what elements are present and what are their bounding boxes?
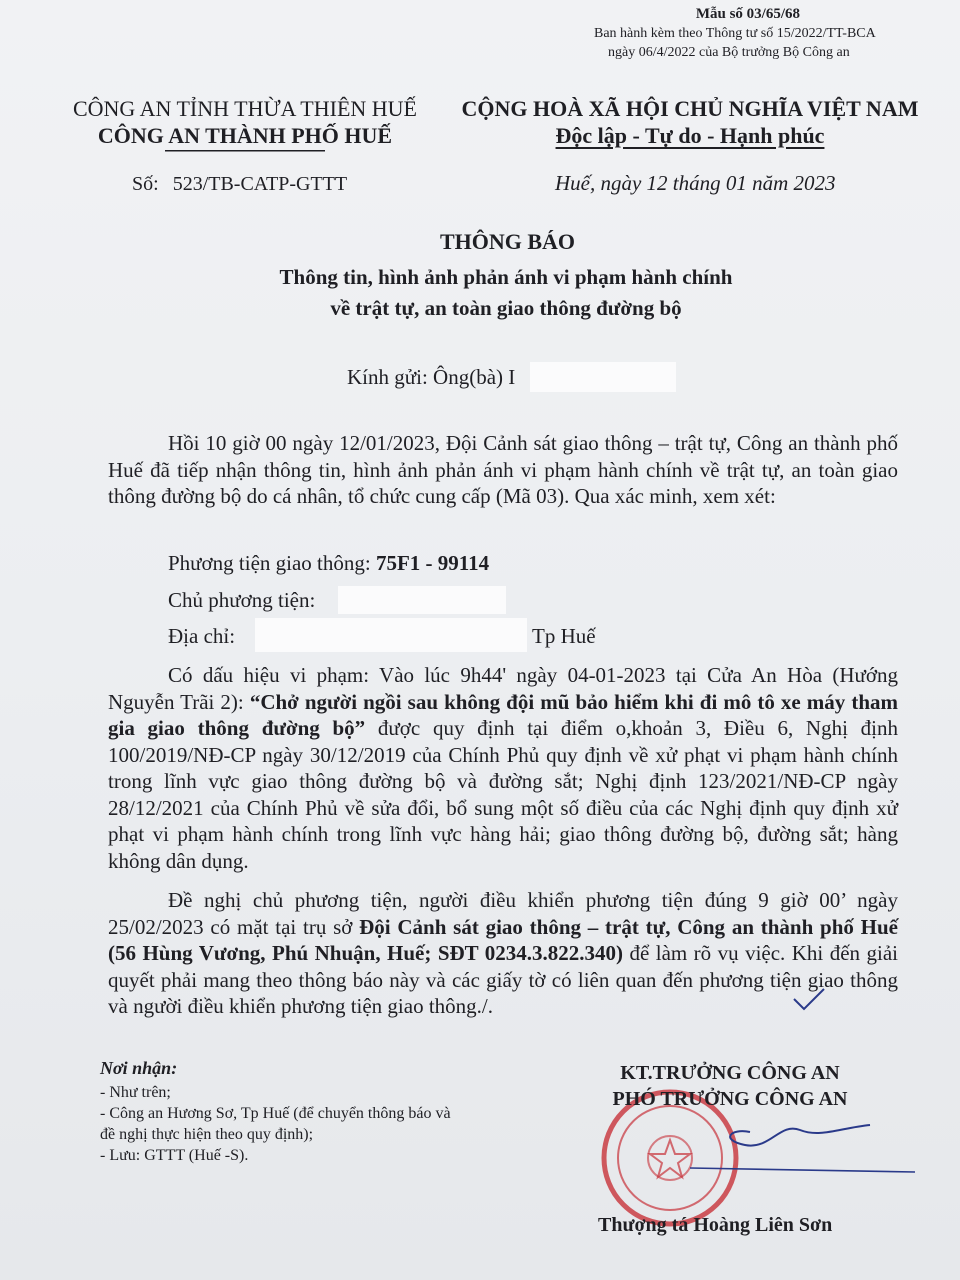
violation-description: “Chở người ngồi sau không đội mũ bảo hiểm khi đi mô tô xe máy tham gia giao thông đường bộ” [108,689,898,740]
document-title: THÔNG BÁO [439,229,576,254]
signature-line-1: KT.TRƯỞNG CÔNG AN [620,1062,840,1084]
signature-line-2: PHÓ TRƯỞNG CÔNG AN [612,1088,848,1110]
form-note-line-2: ngày 06/4/2022 của Bộ trưởng Bộ Công an [608,45,850,60]
nation-motto: Độc lập - Tự do - Hạnh phúc [555,123,825,148]
recipients-list [100,1058,460,1166]
issuing-agency [60,95,430,153]
recipient-item-2: - Công an Hương Sơ, Tp Huế (để chuyển thông báo và đề nghị thực hiện theo quy định); [100,1105,451,1143]
violation-intro: Có dấu hiệu vi phạm: Vào lúc 9h44' ngày 04-01-2023 tại Cửa An Hòa (Hướng Nguyễn Trãi 2): [108,663,898,714]
signer-name: Thượng tá Hoàng Liên Sơn [598,1214,833,1236]
redaction-address [255,618,527,652]
address-label: Địa chỉ: [168,624,236,648]
address-line [168,624,235,649]
request-location: Đội Cảnh sát giao thông – trật tự, Công an thành phố Huế (56 Hùng Vương, Phú Nhuận, Huế; SĐT 0234.3.822.340) [108,914,898,965]
doc-no-label: Số: [132,173,159,195]
owner-label: Chủ phương tiện: [168,588,316,612]
owner-line [168,588,315,613]
form-note [594,24,924,62]
document-subtitle [0,262,960,324]
check-mark-icon [790,985,830,1015]
notice-body [108,430,898,510]
vehicle-line [168,551,489,576]
doc-no-value: 523/TB-CATP-GTTT [172,173,348,195]
vehicle-plate: 75F1 - 99114 [375,551,490,575]
vehicle-label: Phương tiện giao thông: [168,551,371,575]
violation-section [108,662,898,874]
request-intro: Đề nghị chủ phương tiện, người điều khiển phương tiện đúng 9 giờ 00’ ngày 25/02/2023 có mặt tại trụ sở [108,888,898,939]
handwritten-signature [690,1110,920,1180]
redaction-owner [338,586,506,614]
request-paragraph [108,887,898,1020]
form-note-line-1: Ban hành kèm theo Thông tư số 15/2022/TT-BCA [594,26,876,41]
national-header [455,95,925,149]
subtitle-line-2: về trật tự, an toàn giao thông đường bộ [330,296,682,320]
body-paragraph-1: Hồi 10 giờ 00 ngày 12/01/2023, Đội Cảnh sát giao thông – trật tự, Công an thành phố Huế đã tiếp nhận thông tin, hình ảnh phản ánh vi phạm hành chính về trật tự, an toàn giao thông đường bộ do cá nhân, tổ chức cung cấp (Mã 03). Qua xác minh, xem xét: [108,431,898,508]
recipient-item-3: - Lưu: GTTT (Huế -S). [100,1147,249,1164]
agency-parent: CÔNG AN TỈNH THỪA THIÊN HUẾ [72,96,417,121]
signature-block [560,1060,900,1112]
recipients-header: Nơi nhận: [100,1058,178,1078]
request-rest: để làm rõ vụ việc. Khi đến giải quyết phải mang theo thông báo này và các giấy tờ có liên quan đến phương tiện giao thông và người điều khiển phương tiện giao thông./. [108,941,898,1018]
place-date: Huế, ngày 12 tháng 01 năm 2023 [555,171,836,195]
document-number [132,173,347,196]
recipient-salutation: Kính gửi: Ông(bà) I [347,365,516,389]
address-tail: Tp Huế [532,624,596,648]
request-section [108,887,898,1020]
redaction-name [530,362,676,392]
subtitle-line-1: Thông tin, hình ảnh phản ánh vi phạm hành chính [279,265,733,289]
violation-paragraph [108,662,898,874]
form-number: Mẫu số 03/65/68 [695,6,800,22]
recipient-item-1: - Như trên; [100,1084,171,1101]
agency-underline [165,149,325,153]
violation-legal-basis: được quy định tại điểm o,khoản 3, Điều 6, Nghị định 100/2019/NĐ-CP ngày 30/12/2019 của Chính Phủ quy định về xử phạt vi phạm hành chính trong lĩnh vực giao thông đường bộ và đường sắt; Nghị định 123/2021/NĐ-CP ngày 28/12/2021 của Chính Phủ về sửa đổi, bổ sung một số điều của các Nghị định quy định xử phạt vi phạm hành chính trong lĩnh vực hàng hải; giao thông đường bộ, đường sắt; hàng không dân dụng. [108,716,898,873]
nation-name: CỘNG HOÀ XÃ HỘI CHỦ NGHĨA VIỆT NAM [461,96,919,121]
agency-name: CÔNG AN THÀNH PHỐ HUẾ [97,123,393,148]
